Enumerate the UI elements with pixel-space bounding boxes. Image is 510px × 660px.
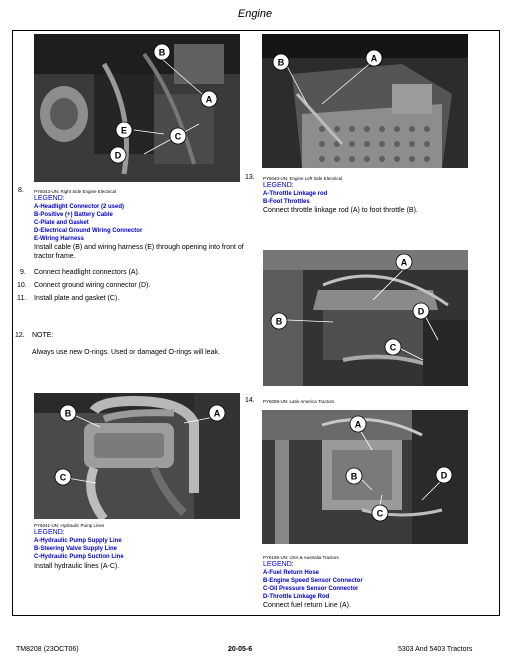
callout-d-label: D: [114, 150, 122, 161]
step-9-text: Connect headlight connectors (A).: [34, 269, 140, 276]
page-header-title: Engine: [237, 8, 273, 20]
step-9-number: 9.: [20, 269, 26, 276]
step-8-legend-title: LEGEND:: [34, 195, 65, 202]
callout-c-label: C: [376, 508, 384, 519]
callout-b-label: B: [158, 47, 166, 58]
step-13-legend: [263, 190, 327, 206]
step-11-number: 11.: [17, 295, 27, 302]
legend-item: A-Hydraulic Pump Supply Line: [34, 538, 122, 544]
legend-item: E-Wiring Harness: [34, 236, 84, 242]
legend-item: B-Foot Throttles: [263, 199, 310, 205]
footer-right: 5303 And 5403 Tractors: [398, 646, 473, 653]
callout-c-label: C: [59, 472, 67, 483]
legend-item: C-Plate and Gasket: [34, 220, 89, 226]
step-11-text: Install plate and gasket (C).: [34, 295, 120, 302]
legend-item: A-Fuel Return Hose: [263, 570, 320, 576]
step-13-legend-title: LEGEND:: [263, 182, 294, 189]
step-10-text: Connect ground wiring connector (D).: [34, 282, 151, 289]
hydraulic-caption: PY5041-UN: Hydraulic Pump Lines: [34, 523, 105, 528]
photo-usa-australia-tractors: [262, 410, 468, 544]
callout-b-label: B: [350, 471, 358, 482]
step-14-caption: PY6185-UN: USA & Australia Tractors: [263, 555, 339, 560]
step-14-caption-top: PY5089-UN: Latin America Tractors: [263, 399, 335, 404]
photo-right-side-engine-electrical: [34, 34, 240, 182]
step-13-text: Connect throttle linkage rod (A) to foot throttle (B).: [263, 207, 418, 214]
legend-item: D-Electrical Ground Wiring Connector: [34, 228, 143, 234]
step-12-number: 12.: [15, 332, 25, 339]
legend-item: A-Headlight Connector (2 used): [34, 204, 125, 210]
callout-a-label: A: [213, 408, 221, 419]
step-14-number: 14.: [245, 397, 255, 404]
callout-a-label: A: [205, 94, 213, 105]
footer-left: TM8208 (23OCT06): [16, 646, 79, 653]
step-10-number: 10.: [17, 282, 27, 289]
step-8-number: 8.: [18, 187, 24, 194]
callout-c-label: C: [389, 342, 397, 353]
callout-a-label: A: [370, 53, 378, 64]
legend-item: C-Oil Pressure Sensor Connector: [263, 586, 359, 592]
step-14-text: Connect fuel return Line (A).: [263, 602, 351, 609]
callout-d-label: D: [417, 306, 425, 317]
step-14-legend-title: LEGEND:: [263, 561, 294, 568]
callout-a-label: A: [400, 257, 408, 268]
legend-item: A-Throttle Linkage rod: [263, 191, 328, 197]
photo-engine-left-side-electrical: [262, 34, 468, 168]
step-12-title: NOTE:: [32, 332, 54, 339]
step-8-caption: PY5043-UN: Right Side Engine Electrical: [34, 189, 117, 194]
photo-latin-america-tractors: [263, 250, 468, 386]
callout-c-label: C: [174, 131, 182, 142]
legend-item: C-Hydraulic Pump Suction Line: [34, 554, 124, 560]
callout-b-label: B: [64, 408, 72, 419]
legend-item: D-Throttle Linkage Rod: [263, 594, 330, 600]
hydraulic-text: Install hydraulic lines (A-C).: [34, 563, 120, 570]
step-8-legend: [34, 203, 142, 243]
callout-d-label: D: [440, 470, 448, 481]
legend-item: B-Positive (+) Battery Cable: [34, 212, 113, 218]
step-14-legend: [263, 569, 363, 601]
hydraulic-legend-title: LEGEND:: [34, 529, 65, 536]
callout-a-label: A: [354, 419, 362, 430]
footer-center: 20-05-6: [228, 646, 253, 653]
legend-item: B-Steering Valve Supply Line: [34, 546, 118, 552]
legend-item: B-Engine Speed Sensor Connector: [263, 578, 363, 584]
step-8-text: Install cable (B) and wiring harness (E) through opening into front of tractor frame.: [34, 244, 244, 260]
hydraulic-legend: [34, 537, 124, 561]
step-13-number: 13.: [245, 174, 255, 181]
callout-b-label: B: [277, 57, 285, 68]
callout-b-label: B: [275, 316, 283, 327]
callout-e-label: E: [120, 125, 128, 136]
step-13-caption: PY5040-UN: Engine Left Side Electrical: [263, 176, 343, 181]
step-12-text: Always use new O-rings. Used or damaged O-rings will leak.: [32, 349, 220, 356]
photo-hydraulic-pump-lines: [34, 393, 240, 519]
